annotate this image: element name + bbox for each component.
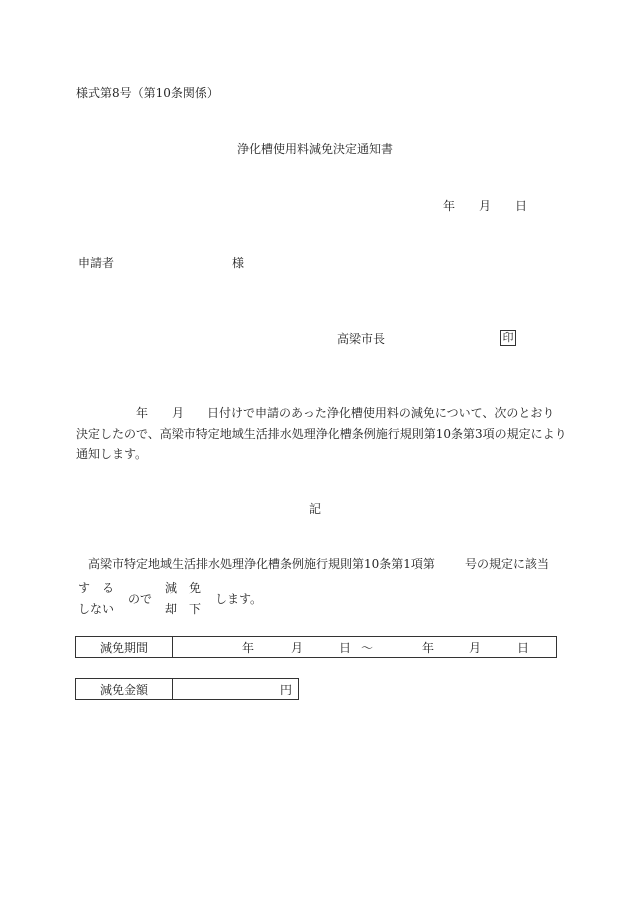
period-start-day: 日: [339, 641, 352, 655]
period-label: 減免期間: [76, 637, 173, 658]
ki-heading: 記: [308, 502, 321, 516]
amount-label: 減免金額: [76, 679, 173, 700]
conjunction-node: ので: [128, 592, 153, 606]
issue-date: [443, 200, 527, 212]
period-value-cell: [173, 637, 557, 658]
date-month: 月: [479, 199, 492, 213]
period-end-year: 年: [422, 641, 435, 655]
body-line1: 日付けで申請のあった浄化槽使用料の減免について、次のとおり: [207, 406, 555, 420]
option-kyakka: 却 下: [165, 602, 202, 616]
option-suru: す る: [78, 581, 115, 595]
clause-text: 高梁市特定地域生活排水処理浄化槽条例施行規則第10条第1項第: [88, 557, 435, 571]
form-number: 様式第8号（第10条関係）: [76, 86, 219, 100]
body-line3: 通知します。: [76, 447, 148, 461]
amount-value-cell: [173, 679, 299, 700]
date-day: 日: [515, 199, 528, 213]
option-genmen: 減 免: [165, 581, 202, 595]
clause-tail: 号の規定に該当: [465, 557, 550, 571]
option-shinai: しない: [78, 602, 115, 616]
amount-unit: 円: [279, 682, 292, 697]
seal-stamp: 印: [500, 330, 516, 346]
applicant-label: 申請者: [78, 256, 115, 270]
body-month: 月: [172, 406, 185, 420]
body-year: 年: [136, 406, 149, 420]
period-end-day: 日: [517, 641, 530, 655]
period-start-year: 年: [242, 641, 255, 655]
reduction-amount-table: [75, 678, 299, 700]
period-start-month: 月: [291, 641, 304, 655]
shimasu: します。: [215, 592, 263, 606]
issuer-name: 高梁市長: [337, 332, 386, 346]
reduction-period-table: [75, 636, 557, 658]
period-separator: ～: [361, 641, 374, 655]
date-year: 年: [443, 199, 456, 213]
period-end-month: 月: [469, 641, 482, 655]
body-line2: 決定したので、高梁市特定地域生活排水処理浄化槽条例施行規則第10条第3項の規定により: [76, 427, 567, 441]
applicant-honorific: 様: [232, 256, 245, 270]
document-title: 浄化槽使用料減免決定通知書: [236, 142, 393, 156]
